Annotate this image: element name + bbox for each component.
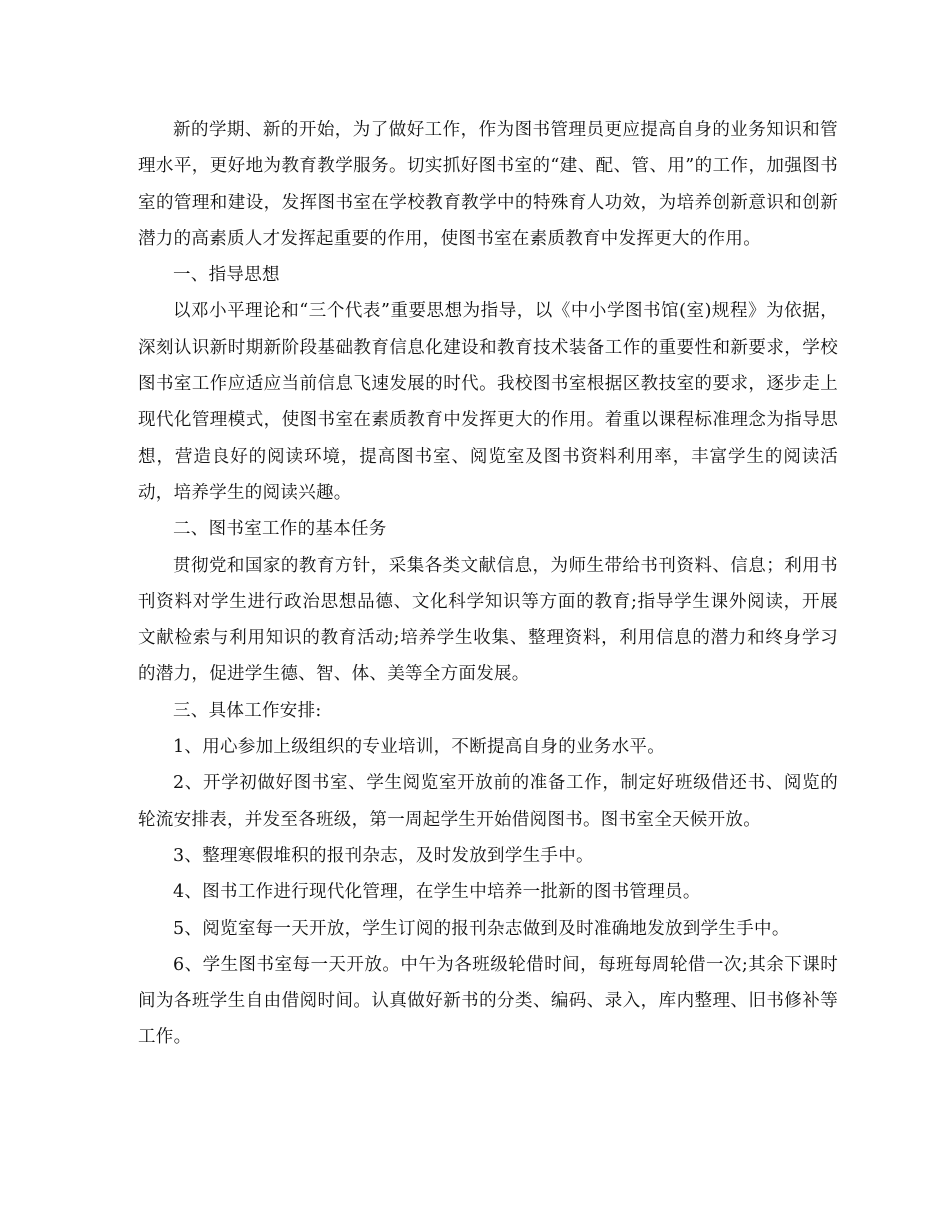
guiding-ideology-paragraph: 以邓小平理论和“三个代表”重要思想为指导，以《中小学图书馆(室)规程》为依据，深刻认识新时期新阶段基础教育信息化建设和教育技术装备工作的重要性和新要求，学校图书室工作应适应当前信息飞速发展的时代。我校图书室根据区教技室的要求，逐步走上现代化管理模式，使图书室在素质教育中发挥更大的作用。着重以课程标准理念为指导思想，营造良好的阅读环境，提高图书室、阅览室及图书资料利用率，丰富学生的阅读活动，培养学生的阅读兴趣。 <box>138 301 838 503</box>
basic-tasks-paragraph: 贯彻党和国家的教育方针，采集各类文献信息，为师生带给书刊资料、信息；利用书刊资料对学生进行政治思想品德、文化科学知识等方面的教育;指导学生课外阅读，开展文献检索与利用知识的教育活动;培养学生收集、整理资料，利用信息的潜力和终身学习的潜力，促进学生德、智、体、美等全方面发展。 <box>138 555 838 685</box>
work-item-4: 4、图书工作进行现代化管理，在学生中培养一批新的图书管理员。 <box>173 882 701 903</box>
section-heading-guiding-ideology: 一、指导思想 <box>173 265 280 286</box>
document-body <box>138 112 838 1056</box>
intro-paragraph: 新的学期、新的开始，为了做好工作，作为图书管理员更应提高自身的业务知识和管理水平，更好地为教育教学服务。切实抓好图书室的“建、配、管、用”的工作，加强图书室的管理和建设，发挥图书室在学校教育教学中的特殊育人功效，为培养创新意识和创新潜力的高素质人才发挥起重要的作用，使图书室在素质教育中发挥更大的作用。 <box>138 120 838 249</box>
work-item-3: 3、整理寒假堆积的报刊杂志，及时发放到学生手中。 <box>173 845 594 866</box>
work-item-5: 5、阅览室每一天开放，学生订阅的报刊杂志做到及时准确地发放到学生手中。 <box>173 918 790 939</box>
work-item-2: 2、开学初做好图书室、学生阅览室开放前的准备工作，制定好班级借还书、阅览的轮流安排表，并发至各班级，第一周起学生开始借阅图书。图书室全天候开放。 <box>138 773 838 830</box>
section-heading-work-arrangement: 三、具体工作安排: <box>173 700 322 721</box>
work-item-6: 6、学生图书室每一天开放。中午为各班级轮借时间，每班每周轮借一次;其余下课时间为各班学生自由借阅时间。认真做好新书的分类、编码、录入，库内整理、旧书修补等工作。 <box>138 954 838 1048</box>
work-item-1: 1、用心参加上级组织的专业培训，不断提高自身的业务水平。 <box>173 737 666 758</box>
section-heading-basic-tasks: 二、图书室工作的基本任务 <box>173 519 387 540</box>
